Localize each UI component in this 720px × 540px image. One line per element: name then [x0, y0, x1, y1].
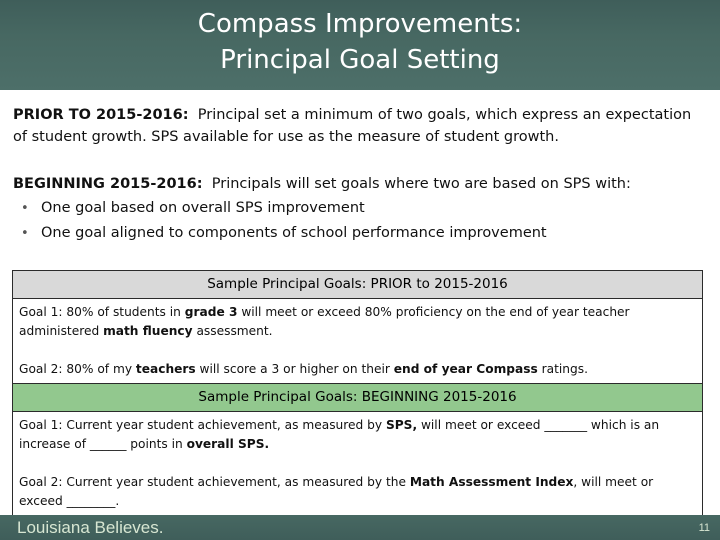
slide-page-number: 11	[698, 522, 710, 534]
beginning-goal-2	[19, 473, 696, 511]
goal-label: Goal 1:	[19, 305, 63, 319]
beginning-intro-paragraph	[13, 172, 703, 246]
bullet-icon: •	[21, 201, 29, 216]
prior-goals-body	[13, 299, 702, 383]
bullet-icon: •	[21, 226, 29, 241]
beginning-intro-text: Principals will set goals where two are based on SPS with:	[211, 176, 631, 192]
beginning-goal-1	[19, 416, 696, 454]
goal-label: Goal 2:	[19, 362, 63, 376]
goal-label: Goal 2:	[19, 475, 63, 489]
slide-title-line-1: Compass Improvements:	[197, 9, 523, 39]
goal-text: will score a 3 or higher on their	[199, 362, 390, 376]
goal-emphasis: Math Assessment Index	[409, 475, 574, 489]
goal-emphasis: teachers	[135, 362, 196, 376]
goal-text: assessment.	[196, 324, 273, 338]
goal-text: Current year student achievement, as measured by	[66, 418, 383, 432]
bullet-item	[13, 196, 703, 221]
prior-goal-1	[19, 303, 696, 341]
beginning-goals-heading: Sample Principal Goals: BEGINNING 2015-2016	[13, 383, 702, 412]
goal-text: 80% of my	[66, 362, 133, 376]
goal-text: ratings.	[541, 362, 588, 376]
slide-header	[0, 0, 720, 90]
sample-goals-table	[12, 270, 703, 515]
bullet-item	[13, 221, 703, 246]
beginning-goals-body	[13, 412, 702, 515]
goal-label: Goal 1:	[19, 418, 63, 432]
beginning-intro-label: BEGINNING 2015-2016:	[13, 176, 203, 192]
bullet-text: One goal based on overall SPS improvement	[41, 200, 365, 216]
goal-text: will meet or exceed _______ which is an increase of ______ points in	[19, 418, 660, 451]
prior-intro-text: Principal set a minimum of two goals, which express an expectation of student growth. SPS available for use as the measure of student growth.	[13, 107, 692, 145]
goal-emphasis: grade 3	[184, 305, 238, 319]
goal-emphasis: math fluency	[103, 324, 193, 338]
prior-intro-paragraph	[13, 104, 703, 148]
prior-goal-2	[19, 360, 696, 379]
slide-title-line-2: Principal Goal Setting	[220, 45, 500, 75]
goal-text: Current year student achievement, as measured by the	[66, 475, 406, 489]
goal-emphasis: overall SPS.	[186, 437, 270, 451]
footer-brand-logo: Louisiana Believes.	[17, 518, 164, 537]
prior-intro-label: PRIOR TO 2015-2016:	[13, 107, 189, 123]
goal-text: 80% of students in	[66, 305, 181, 319]
goal-text: will meet or exceed 80% proficiency on the end of year teacher administered	[19, 305, 630, 338]
goal-emphasis: end of year Compass	[393, 362, 538, 376]
goal-text: , will meet or exceed ________.	[19, 475, 654, 508]
bullet-text: One goal aligned to components of school performance improvement	[41, 225, 547, 241]
goal-emphasis: SPS,	[385, 418, 418, 432]
prior-goals-heading: Sample Principal Goals: PRIOR to 2015-2016	[13, 271, 702, 299]
